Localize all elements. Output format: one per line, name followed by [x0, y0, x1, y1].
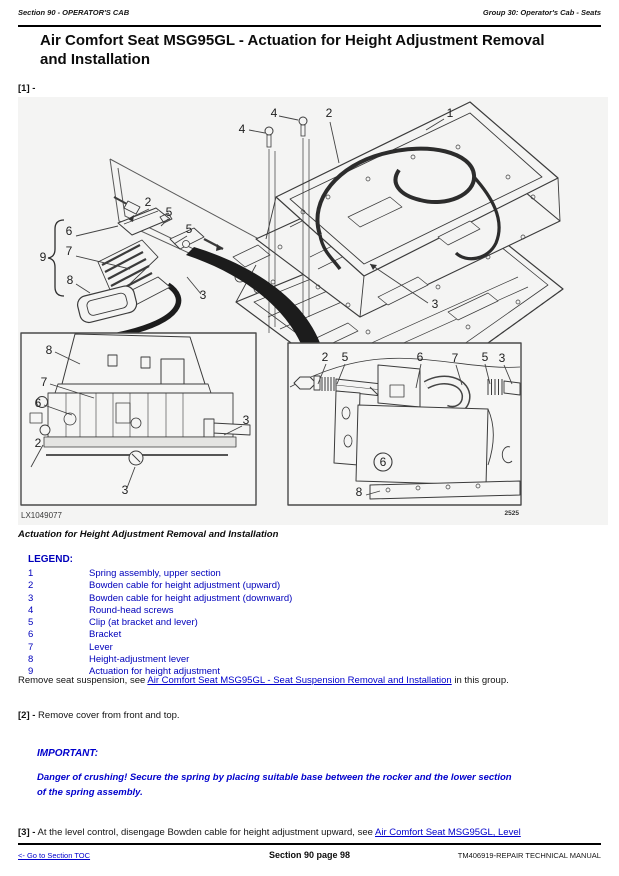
page-title-line1: Air Comfort Seat MSG95GL - Actuation for Height Adjustment Removal	[40, 32, 545, 49]
important-body	[37, 771, 589, 800]
legend-item-label: Bowden cable for height adjustment (downward)	[89, 592, 293, 604]
footer-rule	[18, 843, 601, 845]
legend-item-number: 9	[28, 666, 34, 678]
important-heading: IMPORTANT:	[37, 748, 99, 759]
header-rule	[18, 25, 601, 27]
figure-callout-number: 2	[144, 195, 152, 209]
remove-note-pre: Remove seat suspension, see	[18, 675, 148, 686]
inset-box-left	[21, 333, 256, 505]
legend-item-number: 3	[28, 592, 34, 604]
step-3-text: At the level control, disengage Bowden cable for height adjustment upward, see	[35, 827, 376, 838]
legend-item-number: 6	[28, 629, 34, 641]
important-body-line1: Danger of crushing! Secure the spring by placing suitable base between the rocker and the lower section	[37, 772, 512, 783]
figure-lx1049077	[18, 97, 608, 525]
legend-item-label: Round-head screws	[89, 604, 174, 616]
inset-figure-number: 2525	[504, 510, 519, 517]
figure-callout-number: 5	[165, 205, 173, 219]
step-2	[18, 710, 180, 721]
figure-callout-number: 8	[66, 273, 74, 287]
legend-item	[28, 629, 292, 641]
remove-note-post: in this group.	[451, 675, 509, 686]
figure-callout-number: 5	[185, 222, 193, 236]
figure-callout-number: 7	[451, 351, 459, 365]
header-group-label: Group 30: Operator's Cab - Seats	[482, 8, 601, 17]
legend-item-label: Height-adjustment lever	[89, 654, 190, 666]
legend-item-number: 7	[28, 641, 34, 653]
legend-item	[28, 617, 292, 629]
figure-callout-number: 2	[325, 106, 333, 120]
figure-callout-number: 4	[238, 122, 246, 136]
legend-item	[28, 580, 292, 592]
legend-item-label: Bowden cable for height adjustment (upward)	[89, 580, 281, 592]
figure-callout-number: 5	[341, 350, 349, 364]
legend-item-number: 4	[28, 604, 34, 616]
figure-callout-number: 3	[199, 288, 207, 302]
legend-item-label: Clip (at bracket and lever)	[89, 617, 198, 629]
page-title-line2: and Installation	[40, 51, 151, 68]
important-body-line2: of the spring assembly.	[37, 786, 143, 798]
figure-callout-number: 8	[355, 485, 363, 499]
figure-callout-number: 7	[40, 375, 48, 389]
step-2-text: Remove cover from front and top.	[35, 710, 180, 721]
page-header	[18, 8, 601, 17]
footer-manual-id: TM406919-REPAIR TECHNICAL MANUAL	[457, 851, 601, 860]
remove-suspension-note	[18, 675, 596, 686]
legend-item-number: 8	[28, 654, 34, 666]
legend-item-label: Lever	[89, 641, 113, 653]
legend-item-label: Actuation for height adjustment	[89, 666, 220, 678]
figure-callout-number: 3	[242, 413, 250, 427]
legend-item-number: 5	[28, 617, 34, 629]
legend-item-label: Bracket	[89, 629, 122, 641]
header-section-label: Section 90 - OPERATOR'S CAB	[18, 8, 130, 17]
legend-item	[28, 654, 292, 666]
legend-item-number: 2	[28, 580, 34, 592]
figure-callout-number: 2	[321, 350, 329, 364]
step-3	[18, 827, 603, 838]
figure-callout-number: 6	[416, 350, 424, 364]
figure-callout-number: 3	[121, 483, 129, 497]
legend	[28, 554, 292, 679]
legend-item	[28, 605, 292, 617]
figure-callout-number: 5	[481, 350, 489, 364]
legend-item	[28, 642, 292, 654]
page-title	[40, 31, 600, 69]
figure-callout-number: 2	[34, 436, 42, 450]
figure-image-code: LX1049077	[21, 511, 62, 520]
legend-list	[28, 568, 292, 679]
figure-callout-number: 6	[34, 396, 42, 410]
step-3-label: [3] -	[18, 827, 36, 838]
figure-callout-number: 3	[431, 297, 439, 311]
figure-callout-number: 4	[270, 106, 278, 120]
figure-callout-number: 7	[65, 244, 73, 258]
figure-callout-number: 6	[379, 455, 387, 469]
seat-suspension-link[interactable]: Air Comfort Seat MSG95GL - Seat Suspension Removal and Installation	[147, 675, 452, 686]
figure-callout-number: 9	[39, 250, 47, 264]
legend-item	[28, 568, 292, 580]
step-2-label: [2] -	[18, 710, 36, 721]
step-1-label: [1] -	[18, 83, 36, 94]
figure-callout-number: 3	[498, 351, 506, 365]
figure-callout-number: 8	[45, 343, 53, 357]
go-to-section-toc-link[interactable]: <- Go to Section TOC	[18, 851, 91, 860]
figure-caption: Actuation for Height Adjustment Removal and Installation	[18, 529, 279, 540]
figure-drawing	[18, 97, 608, 525]
legend-item	[28, 593, 292, 605]
legend-heading: LEGEND:	[28, 554, 73, 565]
level-control-link[interactable]: Air Comfort Seat MSG95GL, Level	[375, 827, 521, 838]
figure-callout-number: 1	[446, 106, 454, 120]
figure-callout-number: 6	[65, 224, 73, 238]
page-footer	[18, 850, 601, 860]
legend-item-label: Spring assembly, upper section	[89, 568, 221, 579]
footer-page-number: Section 90 page 98	[268, 850, 351, 860]
legend-item-number: 1	[28, 568, 34, 579]
